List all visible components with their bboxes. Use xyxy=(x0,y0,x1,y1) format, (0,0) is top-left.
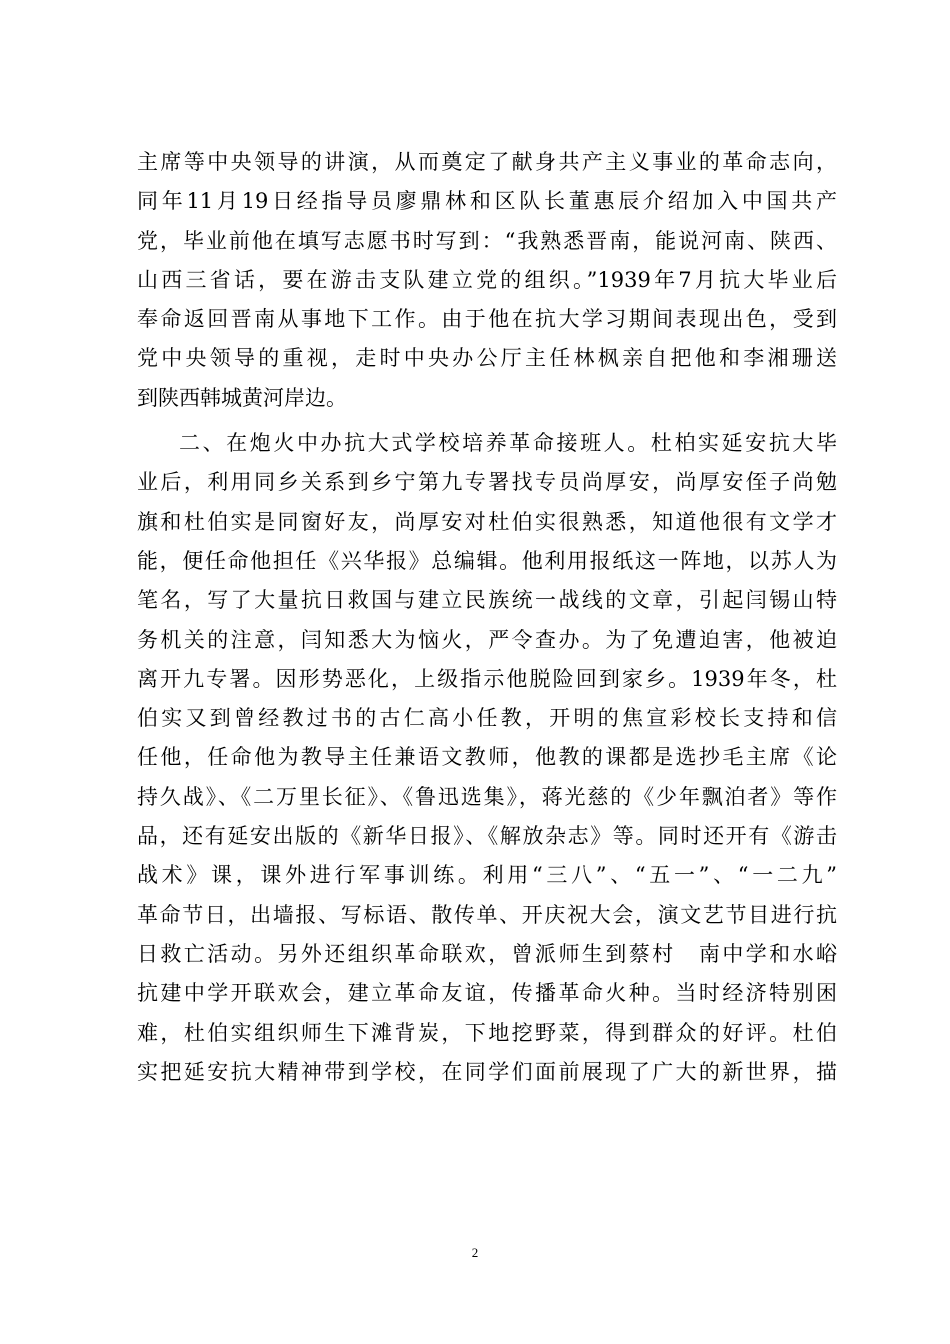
text-line: 革命节日，出墙报、写标语、散传单、开庆祝大会，演文艺节目进行抗 xyxy=(137,902,837,927)
text-line: 任他，任命他为教导主任兼语文教师，他教的课都是选抄毛主席《论 xyxy=(137,745,837,770)
text-line: 抗建中学开联欢会，建立革命友谊，传播革命火种。当时经济特别困 xyxy=(137,981,837,1006)
paragraph-2 xyxy=(137,424,837,1092)
page-number: 2 xyxy=(471,1245,479,1260)
text-line: 业后，利用同乡关系到乡宁第九专署找专员尚厚安，尚厚安侄子尚勉 xyxy=(137,470,837,495)
text-line: 日救亡活动。另外还组织革命联欢，曾派师生到蔡村 南中学和水峪 xyxy=(137,941,837,966)
text-line: 二、在炮火中办抗大式学校培养革命接班人。杜柏实延安抗大毕 xyxy=(179,431,837,456)
text-line: 同年11月19日经指导员廖鼎林和区队长董惠辰介绍加入中国共产 xyxy=(137,189,837,214)
text-line: 伯实又到曾经教过书的古仁高小任教，开明的焦宣彩校长支持和信 xyxy=(137,706,837,731)
text-line: 持久战》、《二万里长征》、《鲁迅选集》，蒋光慈的《少年飘泊者》等作 xyxy=(137,784,837,809)
text-line: 到陕西韩城黄河岸边。 xyxy=(137,385,347,410)
text-line: 旗和杜伯实是同窗好友，尚厚安对杜伯实很熟悉，知道他很有文学才 xyxy=(137,509,837,534)
text-line: 奉命返回晋南从事地下工作。由于他在抗大学习期间表现出色，受到 xyxy=(137,307,837,332)
text-line: 笔名，写了大量抗日救国与建立民族统一战线的文章，引起闫锡山特 xyxy=(137,588,837,613)
text-line: 品，还有延安出版的《新华日报》、《解放杂志》等。同时还开有《游击 xyxy=(137,824,837,849)
paragraph-1 xyxy=(137,143,837,418)
text-line: 实把延安抗大精神带到学校，在同学们面前展现了广大的新世界，描 xyxy=(137,1059,837,1084)
text-line: 难，杜伯实组织师生下滩背炭，下地挖野菜，得到群众的好评。杜伯 xyxy=(137,1020,837,1045)
text-line: 离开九专署。因形势恶化，上级指示他脱险回到家乡。1939年冬，杜 xyxy=(137,666,837,691)
body-text xyxy=(137,143,837,1092)
text-line: 党，毕业前他在填写志愿书时写到：“我熟悉晋南，能说河南、陕西、 xyxy=(137,228,837,253)
text-line: 党中央领导的重视，走时中央办公厅主任林枫亲自把他和李湘珊送 xyxy=(137,346,837,371)
text-line: 战术》课，课外进行军事训练。利用“三八”、“五一”、“一二九” xyxy=(137,863,837,888)
text-line: 山西三省话，要在游击支队建立党的组织。”1939年7月抗大毕业后 xyxy=(137,267,837,292)
text-line: 能，便任命他担任《兴华报》总编辑。他利用报纸这一阵地，以苏人为 xyxy=(137,548,837,573)
text-line: 务机关的注意，闫知悉大为恼火，严令查办。为了免遭迫害，他被迫 xyxy=(137,627,837,652)
text-line: 主席等中央领导的讲演，从而奠定了献身共产主义事业的革命志向， xyxy=(137,150,837,174)
